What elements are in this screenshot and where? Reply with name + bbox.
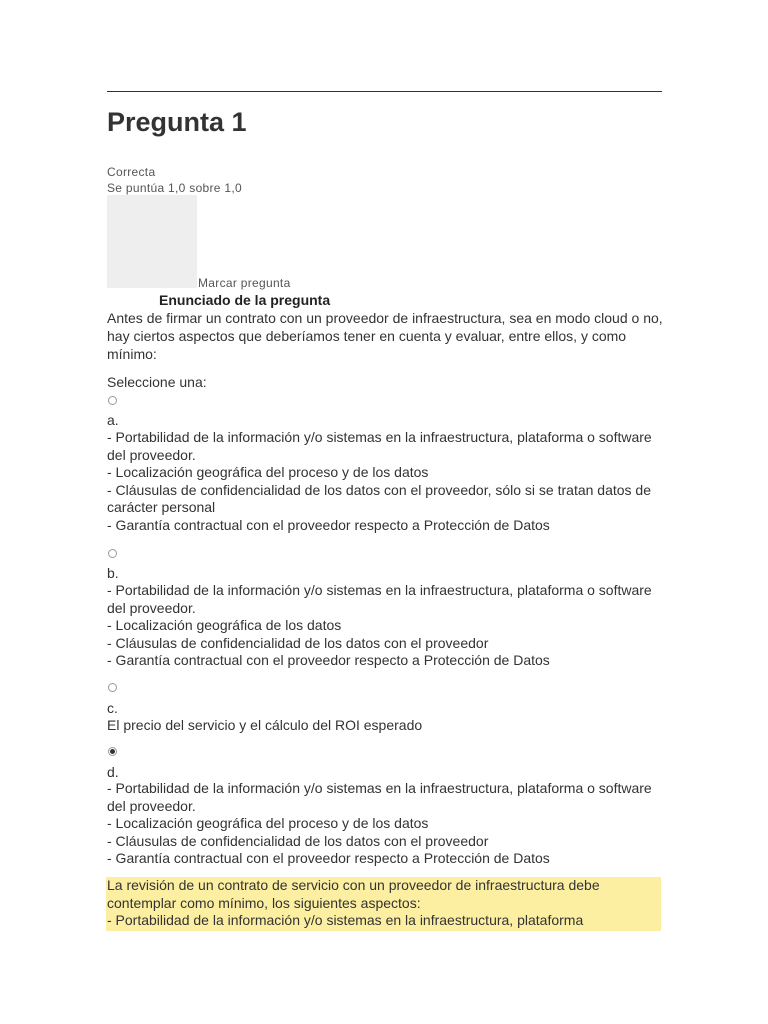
feedback-line: La revisión de un contrato de servicio con un proveedor de infraestructura debe contemplar como mínimo, los siguientes aspectos: xyxy=(107,877,600,911)
radio-option-a[interactable] xyxy=(108,396,117,405)
option-a-line: - Localización geográfica del proceso y de los datos xyxy=(107,464,429,481)
option-d-line: - Garantía contractual con el proveedor respecto a Protección de Datos xyxy=(107,850,550,867)
question-grade: Se puntúa 1,0 sobre 1,0 xyxy=(107,181,242,195)
radio-option-c[interactable] xyxy=(108,683,117,692)
option-letter-d: d. xyxy=(107,764,119,780)
option-text-c[interactable] xyxy=(107,717,667,735)
option-letter-a: a. xyxy=(107,412,119,428)
option-a-line: - Cláusulas de confidencialidad de los datos con el proveedor, sólo si se tratan datos de carácter personal xyxy=(107,481,652,516)
option-a-line: - Garantía contractual con el proveedor respecto a Protección de Datos xyxy=(107,516,550,533)
option-letter-c: c. xyxy=(107,700,118,716)
option-b-line: - Localización geográfica de los datos xyxy=(107,617,342,634)
option-text-b[interactable] xyxy=(107,582,667,670)
flag-icon-placeholder[interactable] xyxy=(107,195,197,288)
feedback-text xyxy=(106,877,661,930)
statement-heading: Enunciado de la pregunta xyxy=(159,292,331,308)
header-divider xyxy=(107,91,662,92)
question-title: Pregunta 1 xyxy=(107,107,247,137)
option-c-line: El precio del servicio y el cálculo del ROI esperado xyxy=(107,717,423,733)
question-state: Correcta xyxy=(107,165,156,179)
option-b-line: - Garantía contractual con el proveedor respecto a Protección de Datos xyxy=(107,652,550,669)
feedback-box xyxy=(106,877,661,931)
option-text-a[interactable] xyxy=(107,429,667,535)
select-prompt: Seleccione una: xyxy=(107,374,207,390)
option-d-line: - Localización geográfica del proceso y de los datos xyxy=(107,815,429,832)
option-letter-b: b. xyxy=(107,565,119,581)
option-a-line: - Portabilidad de la información y/o sistemas en la infraestructura, plataforma o software del proveedor. xyxy=(107,429,652,463)
flag-question-link[interactable]: Marcar pregunta xyxy=(198,276,291,290)
option-b-line: - Portabilidad de la información y/o sistemas en la infraestructura, plataforma o software del proveedor. xyxy=(107,582,652,616)
feedback-line: - Portabilidad de la información y/o sistemas en la infraestructura, plataforma xyxy=(107,912,584,929)
option-text-d[interactable] xyxy=(107,780,667,868)
option-d-line: - Portabilidad de la información y/o sistemas en la infraestructura, plataforma o software del proveedor. xyxy=(107,780,652,814)
option-d-line: - Cláusulas de confidencialidad de los datos con el proveedor xyxy=(107,832,489,849)
radio-option-b[interactable] xyxy=(108,549,117,558)
radio-option-d[interactable] xyxy=(108,747,117,756)
option-b-line: - Cláusulas de confidencialidad de los datos con el proveedor xyxy=(107,634,489,651)
question-text: Antes de firmar un contrato con un proveedor de infraestructura, sea en modo cloud o no, hay ciertos aspectos que deberíamos tener en cuenta y evaluar, entre ellos, y como mínimo: xyxy=(107,310,663,362)
